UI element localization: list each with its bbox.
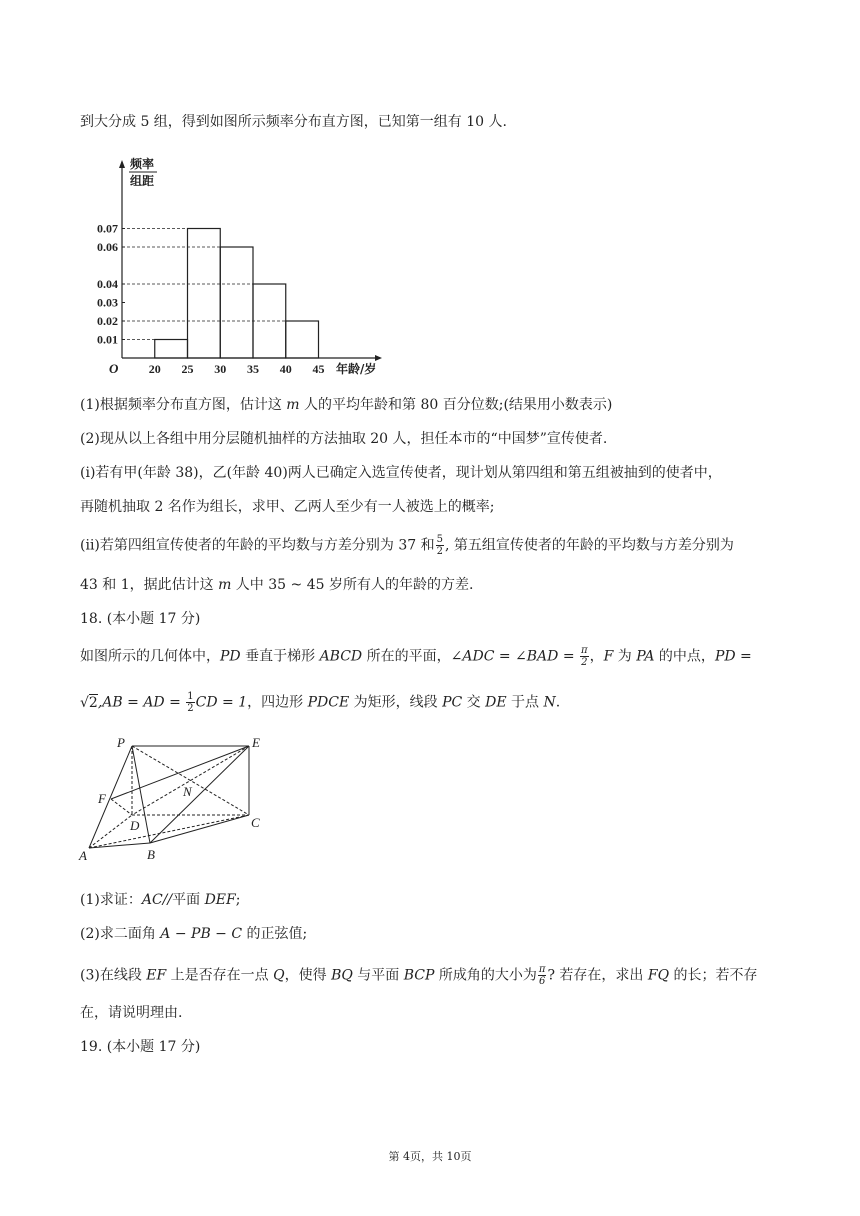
histogram-axes (119, 160, 382, 361)
histogram-labels (97, 156, 376, 376)
x-tick-35: 35 (247, 362, 259, 376)
question-2: (2)现从以上各组中用分层随机抽样的方法抽取 20 人，担任本市的“中国梦”宣传使者. (80, 431, 608, 447)
label-C: C (251, 815, 260, 830)
geometry-solid-figure (75, 733, 275, 868)
x-tick-20: 20 (148, 362, 161, 376)
y-axis-label-top: 频率 (130, 157, 155, 171)
label-P: P (117, 735, 125, 750)
problem-18-line2: √2,AB = AD = $\frac{1}{2}$ CD = 1，四边形 PDCE 为矩形，线段 PC 交 DE 于点 N. (80, 691, 561, 714)
y-axis-arrow (119, 160, 125, 168)
label-N: N (183, 784, 192, 799)
frequency-histogram (80, 150, 400, 380)
problem-18-sub3-line2: 在，请说明理由. (80, 1005, 183, 1021)
label-B: B (147, 847, 155, 862)
label-A: A (79, 848, 87, 863)
edge-FD (111, 799, 132, 815)
fraction-one-half: $\frac{1}{2}$ (187, 691, 194, 714)
y-tick-0.02: 0.02 (97, 314, 118, 328)
y-tick-0.07: 0.07 (97, 221, 118, 236)
bar-40-45 (286, 321, 319, 358)
edge-AB (89, 843, 150, 848)
question-1: (1)根据频率分布直方图，估计这 m 人的平均年龄和第 80 百分位数;(结果用小数表示) (80, 397, 613, 413)
fraction-pi-over-2: $\frac{\pi}{2}$ (581, 645, 588, 668)
sqrt-two: √2 (80, 694, 98, 711)
page-footer: 第 4页，共 10页 (388, 1150, 472, 1163)
histogram-bars (155, 229, 319, 359)
problem-18-line1: 如图所示的几何体中，PD 垂直于梯形 ABCD 所在的平面，∠ADC = ∠BAD = $\frac{\pi}{2}$ ，F 为 PA 的中点，PD = (80, 645, 752, 668)
fraction-pi-over-6: $\frac{\pi}{6}$ (538, 964, 546, 987)
label-F: F (98, 791, 106, 806)
y-tick-0.04: 0.04 (97, 277, 118, 291)
edge-EB (150, 746, 249, 843)
question-2ii-line1: (ⅱ)若第四组宣传使者的年龄的平均数与方差分别为 37 和 $\frac{5}{2}$ , 第五组宣传使者的年龄的平均数与方差分别为 (80, 534, 734, 557)
question-2i-line2: 再随机抽取 2 名作为组长，求甲、乙两人至少有一人被选上的概率; (80, 499, 495, 515)
y-tick-0.03: 0.03 (97, 295, 118, 310)
hidden-edges (89, 746, 249, 848)
problem-19-header: 19. (本小题 17 分) (80, 1039, 201, 1055)
problem-18-header: 18. (本小题 17 分) (80, 611, 201, 627)
x-tick-30: 30 (214, 362, 227, 376)
solid-edges (89, 746, 249, 848)
problem-18-sub2: (2)求二面角 A − PB − C 的正弦值; (80, 926, 308, 942)
label-E: E (252, 735, 260, 750)
bar-20-25 (155, 340, 188, 359)
question-2ii-line2: 43 和 1，据此估计这 m 人中 35 ~ 45 岁所有人的年龄的方差. (80, 577, 474, 593)
y-tick-0.01: 0.01 (97, 332, 118, 347)
intro-line: 到大分成 5 组，得到如图所示频率分布直方图，已知第一组有 10 人. (80, 114, 507, 130)
problem-18-sub1: (1)求证：AC//平面 DEF; (80, 892, 241, 908)
y-tick-0.06: 0.06 (97, 240, 118, 254)
problem-18-sub3-line1: (3)在线段 EF 上是否存在一点 Q，使得 BQ 与平面 BCP 所成角的大小为 $\frac{\pi}{6}$ ? 若存在，求出 FQ 的长；若不存 (80, 964, 758, 987)
x-tick-40: 40 (279, 362, 292, 376)
x-axis-label: 年龄/岁 (336, 362, 377, 376)
bar-25-30 (188, 229, 221, 359)
origin-label: O (109, 361, 119, 376)
bar-30-35 (220, 247, 253, 358)
x-tick-45: 45 (312, 362, 325, 376)
x-tick-25: 25 (181, 362, 194, 376)
edge-PA (89, 746, 132, 848)
question-2i-line1: (ⅰ)若有甲(年龄 38)，乙(年龄 40)两人已确定入选宣传使者，现计划从第四组和第五组被抽到的使者中， (80, 465, 722, 481)
x-axis-arrow (375, 355, 382, 361)
edge-AC (89, 815, 249, 848)
fraction-five-halves: $\frac{5}{2}$ (436, 534, 443, 557)
y-axis-label-bottom: 组距 (130, 174, 155, 188)
label-D: D (130, 818, 140, 833)
